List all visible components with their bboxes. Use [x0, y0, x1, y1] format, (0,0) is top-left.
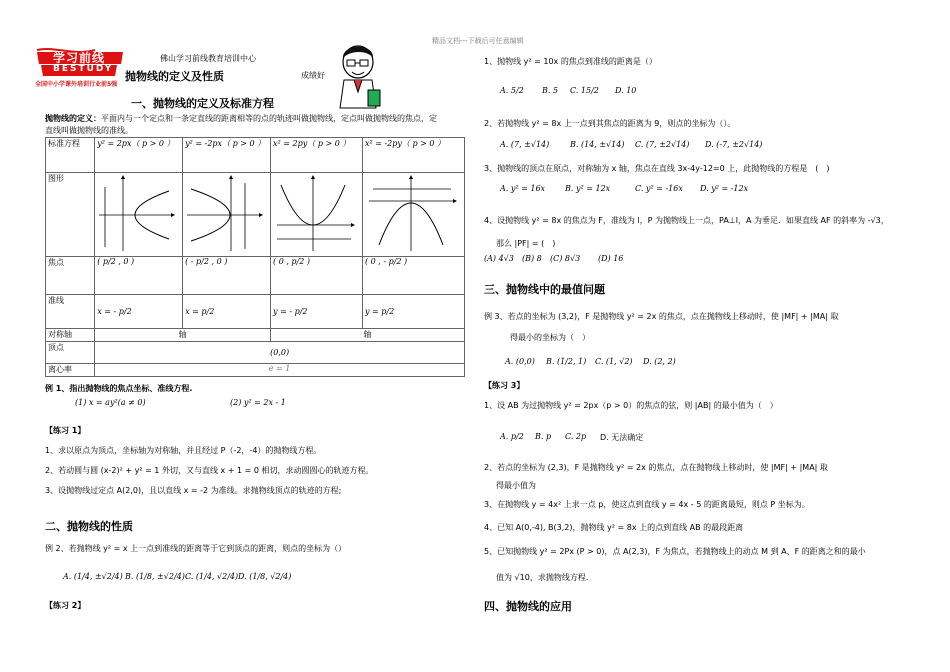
question-1-option-c: C. 15/2 — [570, 86, 599, 95]
practice-3-heading: 【练习 3】 — [484, 381, 525, 390]
question-4-option-c: (C) 8√3 — [550, 254, 581, 263]
question-1-option-d: D. 10 — [615, 86, 637, 95]
example-3-option-b: B. (1/2, 1) — [546, 357, 587, 366]
graph-upward-opening — [271, 173, 363, 257]
eccentricity-value: e = 1 — [95, 364, 465, 377]
graph-left-opening — [183, 173, 271, 257]
example-3-option-a: A. (0,0) — [505, 357, 535, 366]
row-label-focus: 焦点 — [46, 257, 95, 295]
greeting-text: 成绩好 — [301, 71, 325, 80]
page-title: 抛物线的定义及性质 — [125, 70, 224, 83]
graph-downward-opening — [362, 173, 464, 257]
question-2-option-d: D. (-7, ±2√14) — [705, 140, 763, 149]
question-2-option-b: B. (14, ±√14) — [570, 140, 625, 149]
section-3-heading: 三、抛物线中的最值问题 — [484, 283, 605, 296]
example-2-option-a: A. (1/4, ±√2/4) — [63, 572, 123, 581]
focus-right: ( p/2 , 0 ) — [95, 257, 183, 295]
practice-3-q4: 4、已知 A(0,-4), B(3,2)，抛物线 y² = 8x 上的点到直线 AB 的最段距离 — [484, 523, 744, 532]
example-3-continued: 得最小的坐标为（ ） — [510, 333, 590, 342]
directrix-up: y = - p/2 — [271, 295, 363, 329]
focus-left: ( - p/2 , 0 ) — [183, 257, 271, 295]
question-4-option-b: (B) 8 — [522, 254, 542, 263]
definition-text-1: 平面内与一个定点和一条定直线的距离相等的点的轨迹叫做抛物线，定点叫做抛物线的焦点，定 — [101, 114, 437, 123]
vertex-value: (0,0) — [95, 342, 465, 364]
row-label-vertex: 顶点 — [46, 342, 95, 364]
header-note: 精品文档---下载后可任意编辑 — [432, 37, 524, 45]
question-4-continued: 那么 |PF| = ( ) — [496, 239, 556, 248]
row-label-eccentricity: 离心率 — [46, 364, 95, 377]
directrix-down: y = p/2 — [362, 295, 464, 329]
axis-x: 轴 — [95, 329, 271, 342]
directrix-right: x = - p/2 — [95, 295, 183, 329]
row-label-axis: 对称轴 — [46, 329, 95, 342]
question-2: 2、若抛物线 y² = 8x 上一点到其焦点的距离为 9，则点的坐标为（）。 — [484, 119, 736, 128]
equation-up: x² = 2py（ p > 0 ） — [271, 138, 363, 173]
section-2-heading: 二、抛物线的性质 — [45, 520, 133, 533]
practice-3-q5-continued: 值为 √10，求抛物线方程. — [496, 573, 589, 582]
teacher-cartoon-icon — [330, 42, 390, 112]
definition-line-1 — [45, 113, 437, 124]
question-4-option-a: (A) 4√3 — [484, 254, 514, 263]
question-3-option-c: C. y² = -16x — [635, 184, 683, 193]
question-1-option-b: B. 5 — [542, 86, 559, 95]
practice-3-q1-option-a: A. p/2 — [500, 432, 524, 441]
equation-left: y² = -2px（ p > 0 ） — [183, 138, 271, 173]
practice-3-q5: 5、已知抛物线 y² = 2Px (P > 0)，点 A(2,3)，F 为焦点，若抛物线上的动点 M 到 A、F 的距离之和的最小 — [484, 547, 866, 556]
example-1-part-1: (1) x = ay²(a ≠ 0) — [75, 398, 146, 407]
focus-up: ( 0 , p/2 ) — [271, 257, 363, 295]
question-3: 3、抛物线的顶点在原点，对称轴为 x 轴，焦点在直线 3x-4y-12=0 上，此抛物线的方程是 ( ) — [484, 164, 830, 173]
example-2: 例 2、若抛物线 y² = x 上一点到准线的距离等于它到顶点的距离，则点的坐标为（） — [45, 544, 347, 553]
practice-3-q1-option-d: D. 无法确定 — [600, 433, 644, 442]
row-label-graph: 图形 — [46, 173, 95, 257]
axis-y: 轴 — [271, 329, 465, 342]
practice-3-q1-option-c: C. 2p — [565, 432, 587, 441]
question-4-option-d: (D) 16 — [598, 254, 624, 263]
question-3-option-a: A. y² = 16x — [500, 184, 546, 193]
graph-right-opening — [95, 173, 183, 257]
definition-label: 抛物线的定义： — [45, 114, 101, 123]
logo-sub: 全国中小学课外培训行业前5强 — [35, 81, 118, 88]
practice-1-q2: 2、若动圆与圆 (x-2)² + y² = 1 外切，又与直线 x + 1 = 0 相切，求动圆圆心的轨迹方程。 — [45, 466, 374, 475]
example-2-option-b: B. (1/8, ±√2/4) — [125, 572, 185, 581]
practice-3-q3: 3、在抛物线 y = 4x² 上求一点 p，使这点到直线 y = 4x - 5 的距离最短，则点 P 坐标为。 — [484, 500, 810, 509]
standard-equation-table — [45, 137, 465, 377]
example-2-option-d: D. (1/8, √2/4) — [238, 572, 292, 581]
practice-1-q1: 1、求以原点为顶点，坐标轴为对称轴，并且经过 P（-2，-4）的抛物线方程。 — [45, 446, 322, 455]
equation-down: x² = -2py（ p > 0 ） — [362, 138, 464, 173]
question-1: 1、抛物线 y² = 10x 的焦点到准线的距离是（） — [484, 57, 657, 66]
org-name: 佛山学习前线教育培训中心 — [160, 54, 256, 63]
definition-line-2: 直线叫做抛物线的准线。 — [45, 126, 133, 135]
practice-3-q2: 2、若点的坐标为 (2,3)，F 是抛物线 y² = 2x 的焦点，点在抛物线上移动时，使 |MF| + |MA| 取 — [484, 463, 828, 472]
section-4-heading: 四、抛物线的应用 — [484, 600, 572, 613]
focus-down: ( 0 , - p/2 ) — [362, 257, 464, 295]
directrix-left: x = p/2 — [183, 295, 271, 329]
question-4: 4、设抛物线 y² = 8x 的焦点为 F，准线为 l，P 为抛物线上一点，PA⊥l，A 为垂足．如果直线 AF 的斜率为 -√3， — [484, 216, 889, 225]
question-2-option-c: C. (7, ±2√14) — [635, 140, 690, 149]
practice-3-q1-option-b: B. p — [535, 432, 552, 441]
practice-3-q2-continued: 得最小值为 — [496, 481, 536, 490]
example-3: 例 3、若点的坐标为 (3,2)，F 是抛物线 y² = 2x 的焦点，点在抛物线上移动时，使 |MF| + |MA| 取 — [484, 312, 839, 321]
practice-3-q1: 1、设 AB 为过抛物线 y² = 2px（p > 0）的焦点的弦，则 |AB| 的最小值为（ ） — [484, 401, 778, 410]
question-1-option-a: A. 5/2 — [500, 86, 524, 95]
section-1-heading: 一、抛物线的定义及标准方程 — [131, 97, 274, 110]
practice-2-heading: 【练习 2】 — [45, 601, 86, 610]
question-3-option-d: D. y² = -12x — [700, 184, 749, 193]
equation-right: y² = 2px（ p > 0 ） — [95, 138, 183, 173]
example-3-option-d: D. (2, 2) — [643, 357, 676, 366]
practice-1-q3: 3、设抛物线过定点 A(2,0)，且以直线 x = -2 为准线。求抛物线顶点的轨迹的方程; — [45, 486, 342, 495]
question-2-option-a: A. (7, ±√14) — [500, 140, 550, 149]
bestudy-logo — [35, 48, 125, 90]
example-3-option-c: C. (1, √2) — [595, 357, 633, 366]
row-label-equation: 标准方程 — [46, 138, 95, 173]
example-2-option-c: C. (1/4, √2/4) — [185, 572, 239, 581]
practice-1-heading: 【练习 1】 — [45, 426, 86, 435]
row-label-directrix: 准线 — [46, 295, 95, 329]
question-3-option-b: B. y² = 12x — [565, 184, 611, 193]
logo-main: 学习前线 — [53, 51, 106, 65]
example-1-part-2: (2) y² = 2x - 1 — [230, 398, 286, 407]
logo-en: BESTUDY — [53, 64, 114, 74]
example-1: 例 1、指出抛物线的焦点坐标、准线方程. — [45, 384, 193, 393]
